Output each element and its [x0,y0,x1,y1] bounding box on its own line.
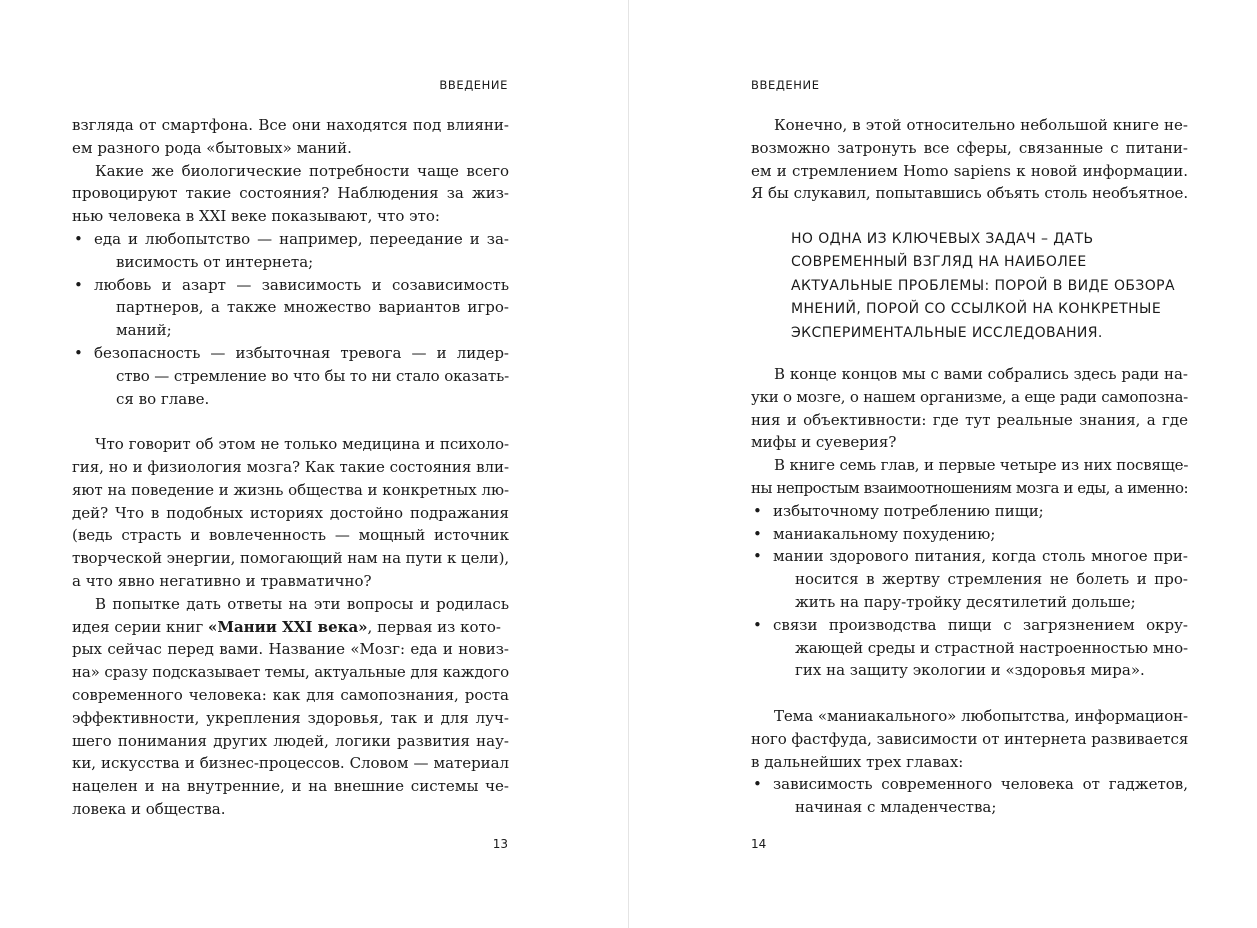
text-line: шего понимания других людей, логики развития нау- [72,731,509,750]
text-line: в дальнейших трех главах: [751,752,964,771]
text-line: маний; [116,321,172,340]
text-line: ство — стремление во что бы то ни стало оказать- [116,366,509,385]
bullet-icon: • [753,524,762,543]
list-item [751,773,1188,796]
quote-line: АКТУАЛЬНЫЕ ПРОБЛЕМЫ: ПОРОЙ В ВИДЕ ОБЗОРА [791,277,1175,294]
text-line: а что явно негативно и травматично? [72,571,372,590]
text-fragment: , первая из кото- [367,617,501,636]
paragraph-gap [72,410,509,433]
list-item [751,545,1188,568]
left-page-body [72,114,509,821]
text-line: Что говорит об этом не только медицина и психоло- [95,435,509,454]
text-line: ся во главе. [116,389,210,408]
text-line: нью человека в XXI веке показывают, что это: [72,207,440,226]
right-page [629,0,1257,928]
list-item-text: любовь и азарт — зависимость и созависимость [94,275,509,294]
text-line: возможно затронуть все сферы, связанные с питани- [751,138,1188,157]
bullet-icon: • [74,275,83,294]
text-line: ния и объективности: где тут реальные знания, а где [751,410,1188,429]
text-line: (ведь страсть и вовлеченность — мощный источник [72,526,509,545]
text-line: нацелен и на внутренние, и на внешние системы че- [72,777,509,796]
list-item-text: безопасность — избыточная тревога — и лидер- [94,343,509,362]
list-item [72,274,509,297]
text-line: ки, искусства и бизнес-процессов. Словом — материал [72,754,509,773]
list-item-text: избыточному потреблению пищи; [773,501,1044,520]
text-line: гия, но и физиология мозга? Как такие состояния вли- [72,457,509,476]
list-item [751,500,1188,523]
text-line: на» сразу подсказывает темы, актуальные для каждого [72,663,509,682]
text-line: мифы и суеверия? [751,433,897,452]
text-line: висимость от интернета; [116,252,314,271]
text-line: Тема «маниакального» любопытства, информацион- [774,706,1188,725]
text-line: провоцируют такие состояния? Наблюдения за жиз- [72,184,509,203]
list-item-text: зависимость современного человека от гаджетов, [773,775,1188,794]
list-item-text: еда и любопытство — например, переедание и за- [94,229,509,248]
text-line: В попытке дать ответы на эти вопросы и родилась [95,594,509,613]
text-line: Конечно, в этой относительно небольшой книге не- [774,116,1188,134]
text-line: Я бы слукавил, попытавшись объять столь необъятное. [751,184,1188,203]
text-line: современного человека: как для самопознания, роста [72,685,509,704]
text-line: носится в жертву стремления не болеть и про- [795,570,1188,589]
page-number-right: 14 [751,837,767,851]
bullet-icon: • [74,343,83,362]
text-line: ем разного рода «бытовых» маний. [72,138,352,157]
list-item-text: маниакальному похудению; [773,524,996,543]
left-page [0,0,628,928]
bullet-icon: • [74,229,83,248]
text-line: рых сейчас перед вами. Название «Мозг: еда и новиз- [72,640,509,659]
text-line: гих на защиту экологии и «здоровья мира». [795,661,1145,680]
right-page-intro [751,114,1188,205]
text-fragment: идея серии книг [72,617,208,636]
text-line: Какие же биологические потребности чаще всего [95,161,509,180]
text-line: ны непростым взаимоотношениям мозга и еды, а именно: [751,478,1188,497]
pull-quote [791,228,1211,345]
list-item-text: мании здорового питания, когда столь многое при- [773,547,1188,566]
bullet-icon: • [753,615,762,634]
quote-line: ЭКСПЕРИМЕНТАЛЬНЫЕ ИССЛЕДОВАНИЯ. [791,324,1103,341]
text-line: дей? Что в подобных историях достойно подражания [72,503,509,522]
right-page-body [751,363,1188,819]
list-item [72,342,509,365]
text-line: В книге семь глав, и первые четыре из них посвяще- [774,456,1189,475]
quote-line: МНЕНИЙ, ПОРОЙ СО ССЫЛКОЙ НА КОНКРЕТНЫЕ [791,301,1162,318]
text-line: взгляда от смартфона. Все они находятся под влияни- [72,116,509,134]
text-line: жить на пару-тройку десятилетий дольше; [795,592,1136,611]
text-line: партнеров, а также множество вариантов игро- [116,298,509,317]
bullet-icon: • [753,775,762,794]
text-line: начиная с младенчества; [795,798,997,817]
text-line [72,616,509,639]
text-line: эффективности, укрепления здоровья, так и для луч- [72,708,509,727]
text-line: ем и стремлением Homo sapiens к новой информации. [751,161,1188,180]
quote-line: НО ОДНА ИЗ КЛЮЧЕВЫХ ЗАДАЧ – ДАТЬ [791,231,1094,247]
text-line: уки о мозге, о нашем организме, а еще ради самопозна- [751,387,1188,406]
list-item-text: связи производства пищи с загрязнением окру- [773,615,1188,634]
list-item [751,523,1188,546]
bullet-icon: • [753,501,762,520]
page-number-left: 13 [492,837,508,851]
text-line: творческой энергии, помогающий нам на пути к цели), [72,549,509,568]
paragraph-gap [751,682,1188,705]
list-item [72,228,509,251]
bullet-icon: • [753,547,762,566]
text-line: В конце концов мы с вами собрались здесь ради на- [774,365,1188,383]
quote-line: СОВРЕМЕННЫЙ ВЗГЛЯД НА НАИБОЛЕЕ [791,254,1087,271]
running-head-left: ВВЕДЕНИЕ [439,78,508,92]
text-line: ловека и общества. [72,799,226,818]
running-head-right: ВВЕДЕНИЕ [751,78,820,92]
text-line: яют на поведение и жизнь общества и конкретных лю- [72,480,509,499]
list-item [751,614,1188,637]
text-line: жающей среды и страстной настроенностью мно- [795,638,1188,657]
text-line: ного фастфуда, зависимости от интернета развивается [751,729,1189,748]
series-title: «Мании XXI века» [207,617,368,636]
